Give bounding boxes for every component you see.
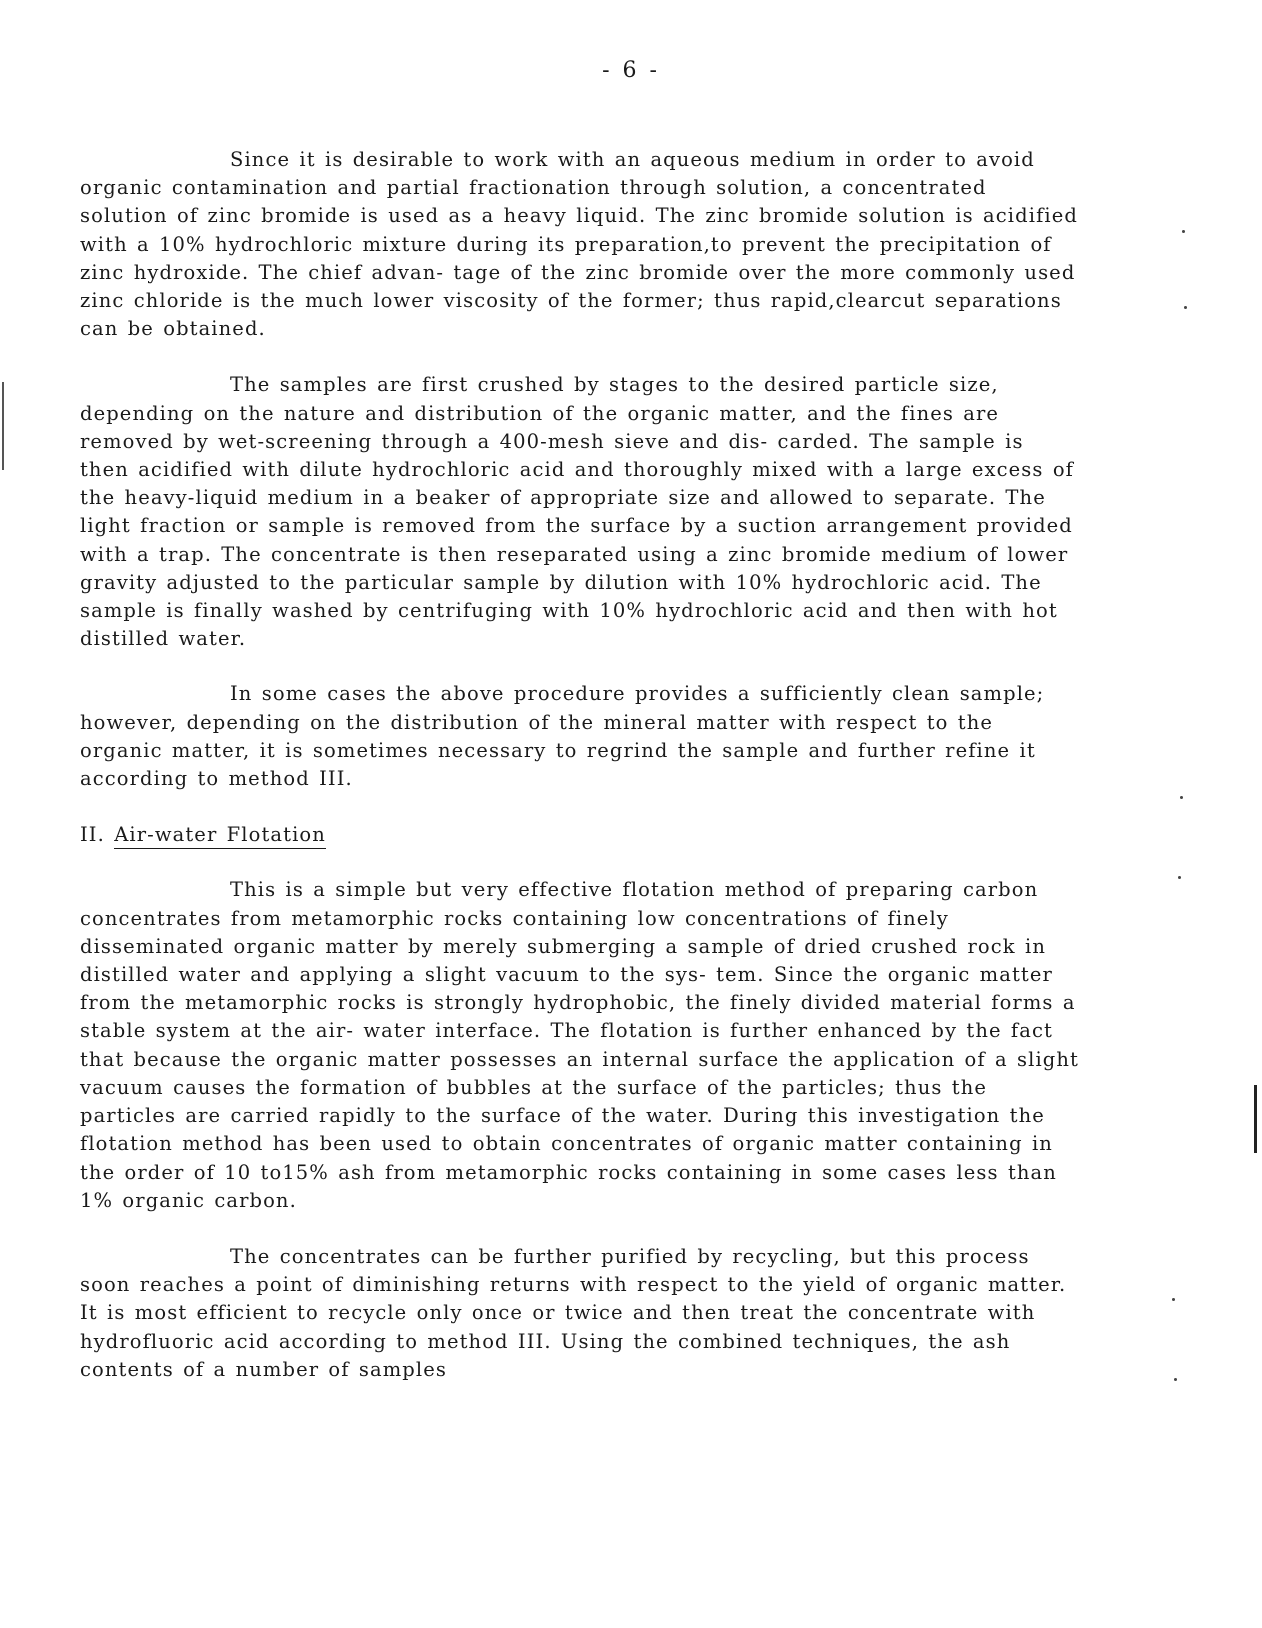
scan-margin-mark bbox=[2, 382, 4, 470]
body-text bbox=[80, 146, 1080, 1384]
section-heading bbox=[80, 821, 1080, 849]
paragraph-flotation-method: This is a simple but very effective flotation method of preparing carbon concentrates from metamorphic rocks containing low concentrations of finely disseminated organic matter by merely submerging a sample of dried crushed rock in distilled water and applying a slight vacuum to the sys- tem. Since the organic matter from the metamorphic rocks is strongly hydrophobic, the finely divided material forms a stable system at the air- water interface. The flotation is further enhanced by the fact that because the organic matter possesses an internal surface the application of a slight vacuum causes the formation of bubbles at the surface of the particles; thus the particles are carried rapidly to the surface of the water. During this investigation the flotation method has been used to obtain concentrates of organic matter containing in the order of 10 to15% ash from metamorphic rocks containing in some cases less than 1% organic carbon. bbox=[80, 878, 1079, 1212]
scan-speck bbox=[1182, 230, 1185, 233]
scan-speck bbox=[1180, 796, 1183, 799]
section-number: II. bbox=[80, 823, 105, 847]
section-title: Air-water Flotation bbox=[114, 823, 326, 849]
scan-edge-mark bbox=[1254, 1085, 1257, 1153]
scan-speck bbox=[1178, 876, 1181, 879]
paragraph-zinc-bromide-medium: Since it is desirable to work with an aqueous medium in order to avoid organic contamination and partial fractionation through solution, a concentrated solution of zinc bromide is used as a heavy liquid. The zinc bromide solution is acidified with a 10% hydrochloric mixture during its preparation,to prevent the precipitation of zinc hydroxide. The chief advan- tage of the zinc bromide over the more commonly used zinc chloride is the much lower viscosity of the former; thus rapid,clearcut separations can be obtained. bbox=[80, 148, 1078, 341]
scan-speck bbox=[1174, 1378, 1177, 1381]
scan-speck bbox=[1184, 306, 1187, 309]
scan-speck bbox=[1172, 1298, 1175, 1301]
paragraph-sample-crushing: The samples are first crushed by stages to the desired particle size, depending on the nature and distribution of the organic matter, and the fines are removed by wet-screening through a 400-mesh sieve and dis- carded. The sample is then acidified with dilute hydrochloric acid and thoroughly mixed with a large excess of the heavy-liquid medium in a beaker of appropriate size and allowed to separate. The light fraction or sample is removed from the surface by a suction arrangement provided with a trap. The concentrate is then reseparated using a zinc bromide medium of lower gravity adjusted to the particular sample by dilution with 10% hydrochloric acid. The sample is finally washed by centrifuging with 10% hydrochloric acid and then with hot distilled water. bbox=[80, 373, 1074, 651]
paragraph-regrind-note: In some cases the above procedure provides a sufficiently clean sample; however, depending on the distribution of the mineral matter with respect to the organic matter, it is sometimes necessary to regrind the sample and further refine it according to method III. bbox=[80, 682, 1045, 791]
paragraph-recycling: The concentrates can be further purified by recycling, but this process soon reaches a point of diminishing returns with respect to the yield of organic matter. It is most efficient to recycle only once or twice and then treat the concentrate with hydrofluoric acid according to method III. Using the combined techniques, the ash contents of a number of samples bbox=[80, 1244, 1067, 1381]
page-number: - 6 - bbox=[602, 58, 660, 83]
